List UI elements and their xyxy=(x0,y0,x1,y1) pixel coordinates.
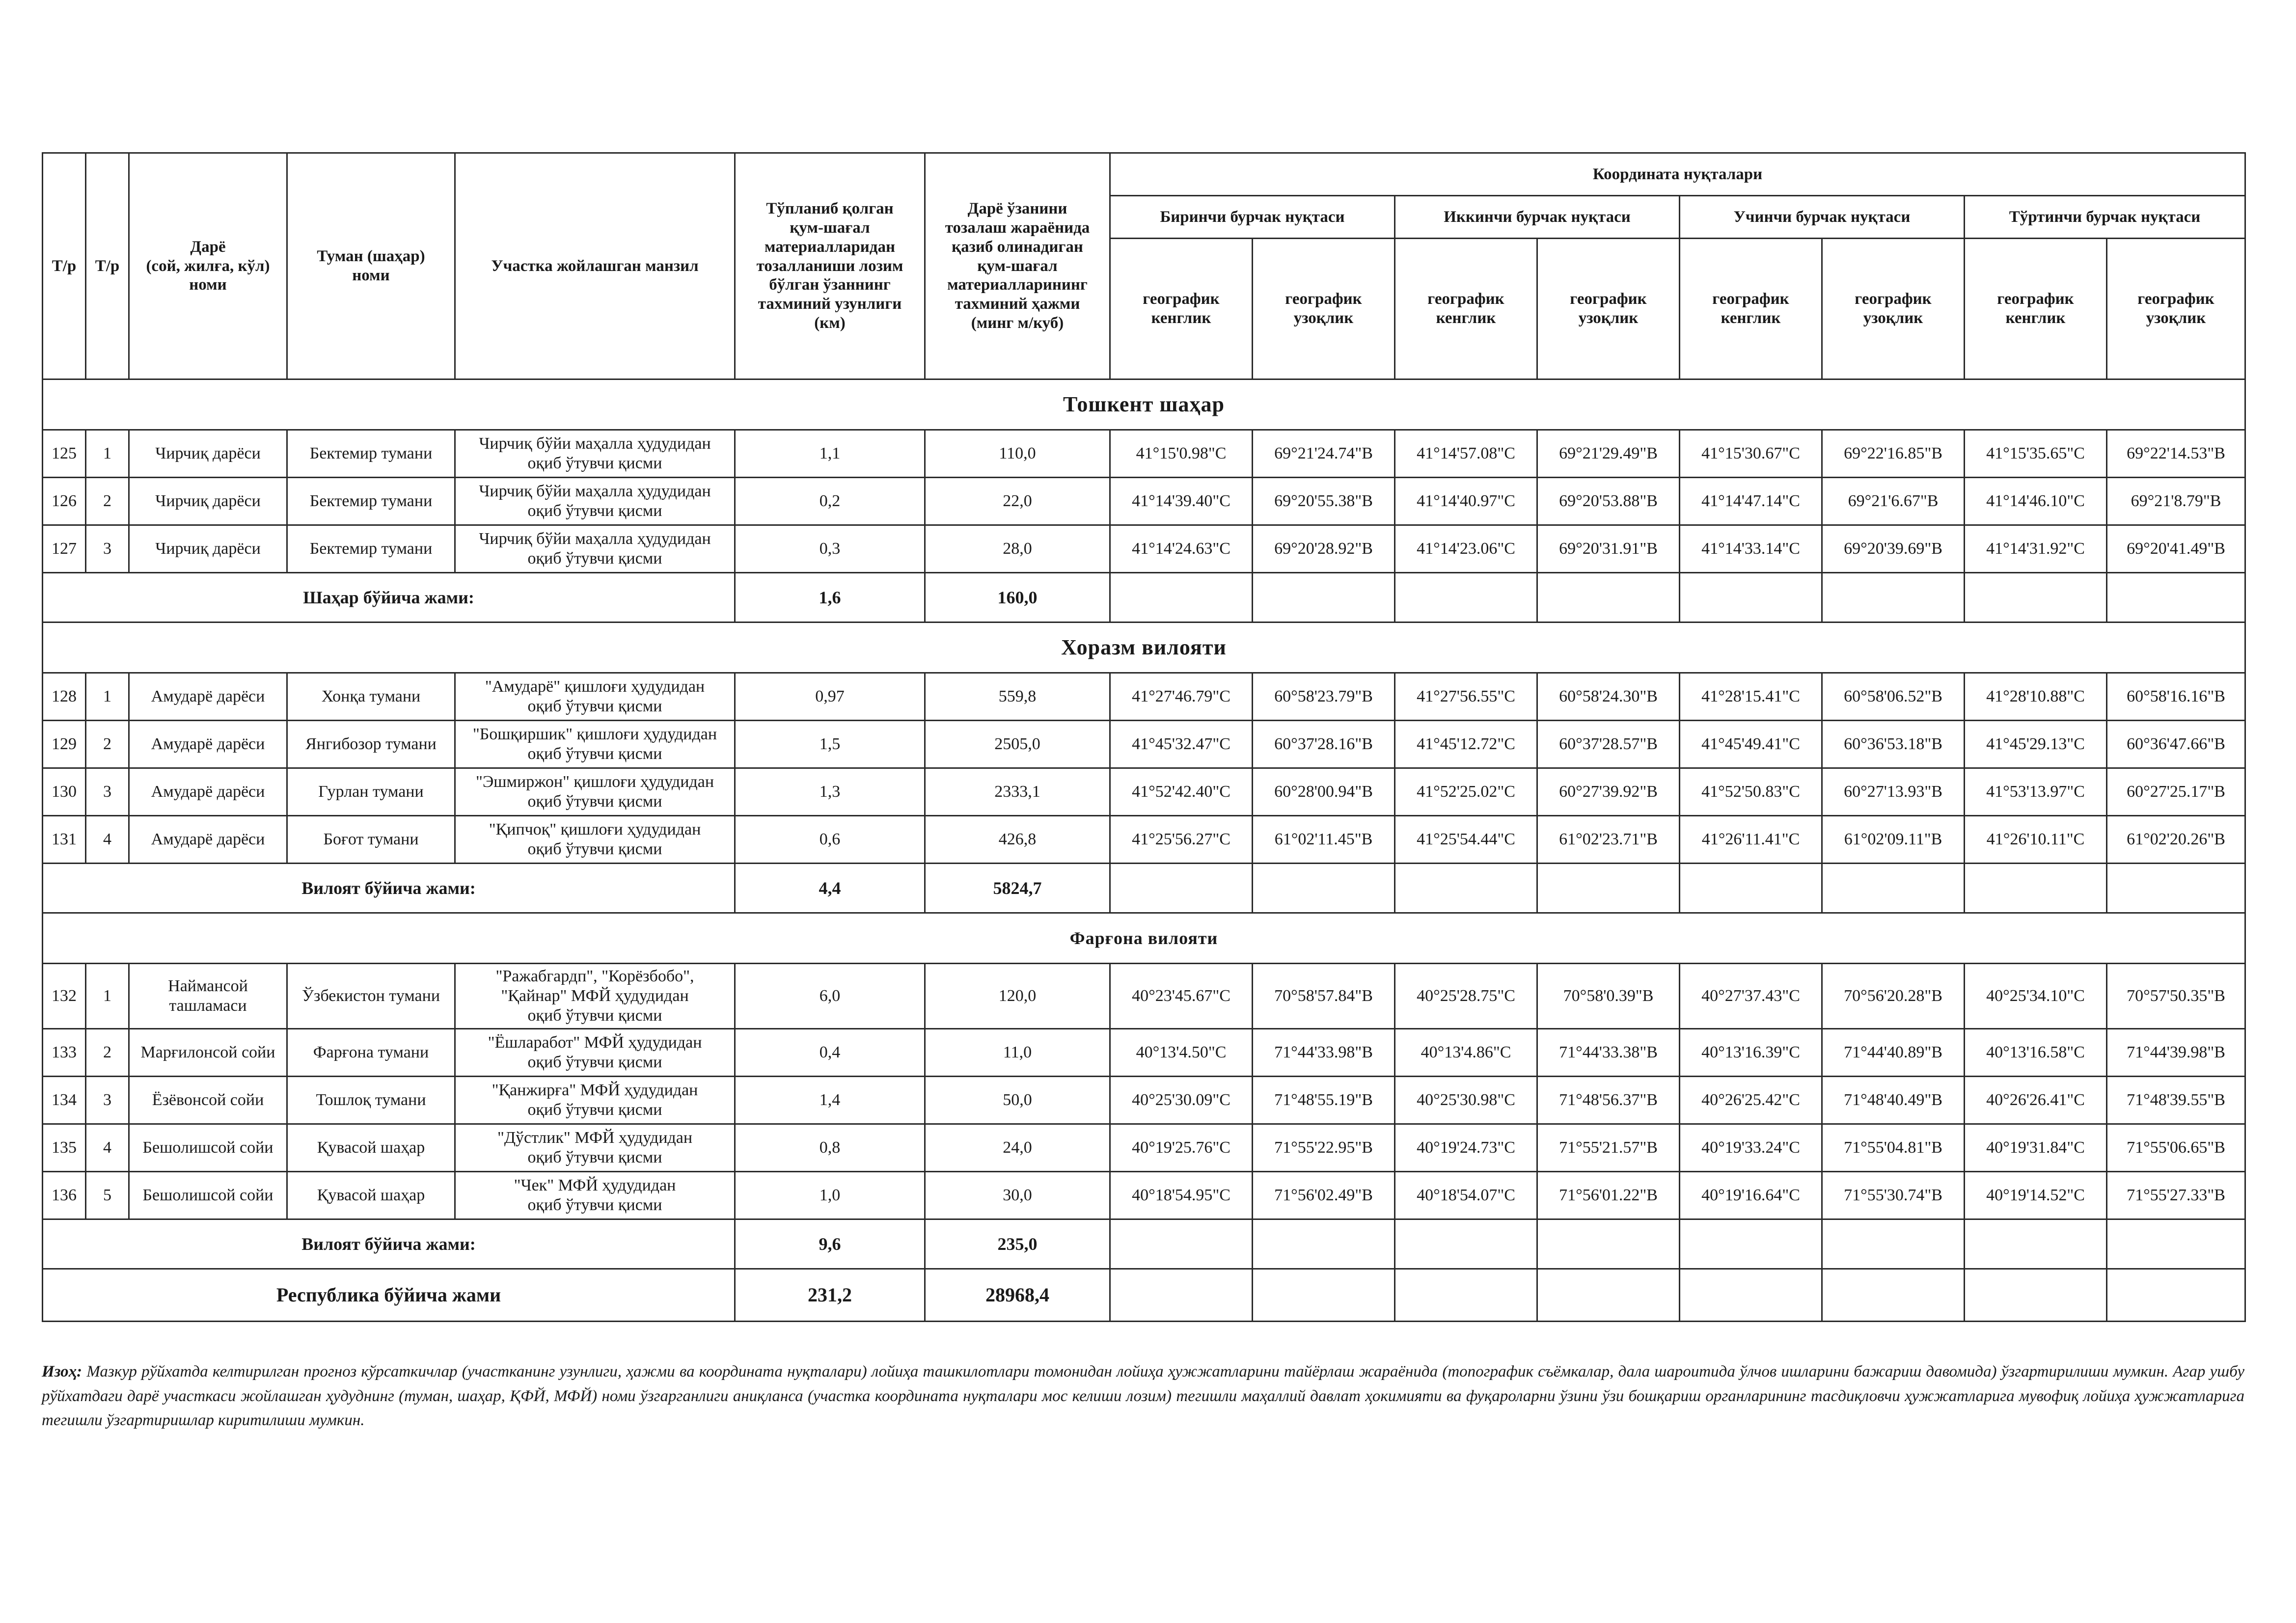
latitude-value: 41°27'56.55"С xyxy=(1395,673,1537,721)
subtotal-length: 1,6 xyxy=(735,573,925,622)
row-number: 125 xyxy=(43,430,86,478)
longitude-value: 60°27'13.93"В xyxy=(1822,768,1965,816)
latitude-value: 41°15'0.98"С xyxy=(1110,430,1253,478)
subtotal-length: 9,6 xyxy=(735,1219,925,1269)
latitude-value: 41°14'46.10"С xyxy=(1965,478,2107,525)
header-address: Участка жойлашган манзил xyxy=(455,153,735,379)
latitude-value: 40°25'30.98"С xyxy=(1395,1077,1537,1124)
longitude-value: 69°21'6.67"В xyxy=(1822,478,1965,525)
header-corner-3: Учинчи бурчак нуқтаси xyxy=(1680,196,1965,239)
length-km: 1,4 xyxy=(735,1077,925,1124)
longitude-value: 69°20'53.88"В xyxy=(1537,478,1680,525)
site-address: Чирчиқ бўйи маҳалла ҳудудидан оқиб ўтувчи қисми xyxy=(455,478,735,525)
row-number: 135 xyxy=(43,1124,86,1172)
longitude-value: 69°21'8.79"В xyxy=(2107,478,2245,525)
table-row xyxy=(43,1029,2245,1077)
river-name: Бешолишсой сойи xyxy=(129,1124,287,1172)
site-address: "Қанжирға" МФЙ ҳудудидан оқиб ўтувчи қисми xyxy=(455,1077,735,1124)
latitude-value: 40°13'4.86"С xyxy=(1395,1029,1537,1077)
length-km: 1,3 xyxy=(735,768,925,816)
latitude-value: 41°14'47.14"С xyxy=(1680,478,1822,525)
district-name: Фарғона тумани xyxy=(287,1029,455,1077)
header-corner-1: Биринчи бурчак нуқтаси xyxy=(1110,196,1395,239)
republic-total-length: 231,2 xyxy=(735,1269,925,1322)
subtotal-volume: 160,0 xyxy=(925,573,1110,622)
row-number: 127 xyxy=(43,525,86,573)
subtotal-label: Шаҳар бўйича жами: xyxy=(43,573,735,622)
latitude-value: 41°25'56.27"С xyxy=(1110,816,1253,864)
latitude-value: 41°45'29.13"С xyxy=(1965,721,2107,768)
longitude-value: 60°58'06.52"В xyxy=(1822,673,1965,721)
row-local-number: 3 xyxy=(86,768,129,816)
longitude-value: 71°55'06.65"В xyxy=(2107,1124,2245,1172)
longitude-value: 69°20'28.92"В xyxy=(1253,525,1395,573)
longitude-value: 69°22'14.53"В xyxy=(2107,430,2245,478)
row-number: 129 xyxy=(43,721,86,768)
district-name: Бектемир тумани xyxy=(287,478,455,525)
latitude-value: 41°14'39.40"С xyxy=(1110,478,1253,525)
district-name: Хонқа тумани xyxy=(287,673,455,721)
latitude-value: 41°14'24.63"С xyxy=(1110,525,1253,573)
district-name: Тошлоқ тумани xyxy=(287,1077,455,1124)
site-address: Чирчиқ бўйи маҳалла ҳудудидан оқиб ўтувчи қисми xyxy=(455,430,735,478)
longitude-value: 60°37'28.57"В xyxy=(1537,721,1680,768)
district-name: Гурлан тумани xyxy=(287,768,455,816)
volume-thousand-m3: 22,0 xyxy=(925,478,1110,525)
empty-cell xyxy=(1253,1269,1395,1322)
empty-cell xyxy=(1822,1219,1965,1269)
latitude-value: 41°26'10.11"С xyxy=(1965,816,2107,864)
header-river: Дарё (сой, жилға, кўл) номи xyxy=(129,153,287,379)
latitude-value: 41°52'25.02"С xyxy=(1395,768,1537,816)
subtotal-row xyxy=(43,1219,2245,1269)
republic-total-label: Республика бўйича жами xyxy=(43,1269,735,1322)
volume-thousand-m3: 426,8 xyxy=(925,816,1110,864)
longitude-value: 69°21'29.49"В xyxy=(1537,430,1680,478)
latitude-value: 40°19'16.64"С xyxy=(1680,1172,1822,1219)
longitude-value: 61°02'23.71"В xyxy=(1537,816,1680,864)
longitude-value: 60°36'53.18"В xyxy=(1822,721,1965,768)
length-km: 6,0 xyxy=(735,964,925,1029)
site-address: "Қипчоқ" қишлоғи ҳудудидан оқиб ўтувчи қисми xyxy=(455,816,735,864)
table-row xyxy=(43,430,2245,478)
row-local-number: 2 xyxy=(86,478,129,525)
row-local-number: 4 xyxy=(86,816,129,864)
row-local-number: 3 xyxy=(86,1077,129,1124)
length-km: 0,4 xyxy=(735,1029,925,1077)
row-local-number: 2 xyxy=(86,721,129,768)
latitude-value: 40°19'25.76"С xyxy=(1110,1124,1253,1172)
empty-cell xyxy=(1680,1219,1822,1269)
latitude-value: 40°19'14.52"С xyxy=(1965,1172,2107,1219)
header-lon: географик узоқлик xyxy=(1537,239,1680,379)
longitude-value: 71°55'21.57"В xyxy=(1537,1124,1680,1172)
row-local-number: 1 xyxy=(86,964,129,1029)
latitude-value: 41°14'40.97"С xyxy=(1395,478,1537,525)
longitude-value: 71°56'01.22"В xyxy=(1537,1172,1680,1219)
length-km: 1,5 xyxy=(735,721,925,768)
table-row xyxy=(43,964,2245,1029)
river-name: Марғилонсой сойи xyxy=(129,1029,287,1077)
district-name: Қувасой шаҳар xyxy=(287,1172,455,1219)
longitude-value: 71°44'39.98"В xyxy=(2107,1029,2245,1077)
header-lat: географик кенглик xyxy=(1395,239,1537,379)
subtotal-volume: 235,0 xyxy=(925,1219,1110,1269)
longitude-value: 70°58'57.84"В xyxy=(1253,964,1395,1029)
longitude-value: 70°58'0.39"В xyxy=(1537,964,1680,1029)
river-name: Амударё дарёси xyxy=(129,768,287,816)
section-header-row xyxy=(43,379,2245,430)
site-address: "Чек" МФЙ ҳудудидан оқиб ўтувчи қисми xyxy=(455,1172,735,1219)
latitude-value: 40°19'33.24"С xyxy=(1680,1124,1822,1172)
longitude-value: 61°02'20.26"В xyxy=(2107,816,2245,864)
volume-thousand-m3: 559,8 xyxy=(925,673,1110,721)
longitude-value: 60°27'25.17"В xyxy=(2107,768,2245,816)
longitude-value: 71°44'40.89"В xyxy=(1822,1029,1965,1077)
longitude-value: 69°22'16.85"В xyxy=(1822,430,1965,478)
longitude-value: 71°55'27.33"В xyxy=(2107,1172,2245,1219)
volume-thousand-m3: 2333,1 xyxy=(925,768,1110,816)
header-tr-local: Т/р xyxy=(86,153,129,379)
header-lat: географик кенглик xyxy=(1680,239,1822,379)
table-row xyxy=(43,768,2245,816)
latitude-value: 40°25'28.75"С xyxy=(1395,964,1537,1029)
empty-cell xyxy=(1680,573,1822,622)
latitude-value: 41°15'30.67"С xyxy=(1680,430,1822,478)
latitude-value: 41°14'57.08"С xyxy=(1395,430,1537,478)
footnote-text: Мазкур рўйхатда келтирилган прогноз кўрсаткичлар (участканинг узунлиги, ҳажми ва координата нуқталари) лойиҳа ташкилотлари томонидан лойиҳа ҳужжатларини тайёрлаш жараёнида (топографик съёмкалар, дала шароитида ўлчов ишларини бажариш давомида) ўзгартирилиши мумкин. Агар ушбу рўйхатдаги дарё участкаси жойлашган ҳудуднинг (туман, шаҳар, ҚФЙ, МФЙ) номи ўзгарганлиги аниқланса (участка координата нуқталари мос келиши лозим) тегишли маҳаллий давлат ҳокимияти ва фуқароларни ўзини ўзи бошқариш органларининг тасдиқловчи ҳужжатларига мувофиқ лойиҳа ҳужжатларига тегишли ўзгартиришлар киритилиши мумкин. xyxy=(42,1363,2244,1429)
empty-cell xyxy=(1395,864,1537,913)
empty-cell xyxy=(1110,1269,1253,1322)
row-number: 136 xyxy=(43,1172,86,1219)
volume-thousand-m3: 28,0 xyxy=(925,525,1110,573)
longitude-value: 60°58'23.79"В xyxy=(1253,673,1395,721)
river-name: Чирчиқ дарёси xyxy=(129,478,287,525)
longitude-value: 60°36'47.66"В xyxy=(2107,721,2245,768)
empty-cell xyxy=(1537,1269,1680,1322)
latitude-value: 41°45'12.72"С xyxy=(1395,721,1537,768)
empty-cell xyxy=(1253,573,1395,622)
empty-cell xyxy=(1395,573,1537,622)
header-lon: географик узоқлик xyxy=(1822,239,1965,379)
district-name: Бектемир тумани xyxy=(287,525,455,573)
section-header-row xyxy=(43,622,2245,673)
district-name: Бектемир тумани xyxy=(287,430,455,478)
row-number: 132 xyxy=(43,964,86,1029)
header-lat: географик кенглик xyxy=(1965,239,2107,379)
table-row xyxy=(43,1077,2245,1124)
empty-cell xyxy=(1253,1219,1395,1269)
length-km: 0,2 xyxy=(735,478,925,525)
length-km: 1,0 xyxy=(735,1172,925,1219)
row-number: 130 xyxy=(43,768,86,816)
longitude-value: 60°28'00.94"В xyxy=(1253,768,1395,816)
empty-cell xyxy=(1110,864,1253,913)
latitude-value: 40°19'31.84"С xyxy=(1965,1124,2107,1172)
republic-total-volume: 28968,4 xyxy=(925,1269,1110,1322)
empty-cell xyxy=(1680,1269,1822,1322)
header-lat: географик кенглик xyxy=(1110,239,1253,379)
site-address: "Ражабгардп", "Корёзбобо", "Қайнар" МФЙ ҳудудидан оқиб ўтувчи қисми xyxy=(455,964,735,1029)
length-km: 0,3 xyxy=(735,525,925,573)
empty-cell xyxy=(1822,1269,1965,1322)
site-address: "Дўстлик" МФЙ ҳудудидан оқиб ўтувчи қисми xyxy=(455,1124,735,1172)
longitude-value: 70°56'20.28"В xyxy=(1822,964,1965,1029)
river-name: Чирчиқ дарёси xyxy=(129,430,287,478)
empty-cell xyxy=(1822,864,1965,913)
empty-cell xyxy=(1680,864,1822,913)
row-number: 133 xyxy=(43,1029,86,1077)
empty-cell xyxy=(1965,1269,2107,1322)
latitude-value: 41°52'50.83"С xyxy=(1680,768,1822,816)
row-number: 126 xyxy=(43,478,86,525)
longitude-value: 60°37'28.16"В xyxy=(1253,721,1395,768)
latitude-value: 41°28'10.88"С xyxy=(1965,673,2107,721)
footnote-label: Изоҳ: xyxy=(42,1363,82,1380)
longitude-value: 71°55'04.81"В xyxy=(1822,1124,1965,1172)
empty-cell xyxy=(1965,864,2107,913)
subtotal-length: 4,4 xyxy=(735,864,925,913)
district-name: Қувасой шаҳар xyxy=(287,1124,455,1172)
volume-thousand-m3: 11,0 xyxy=(925,1029,1110,1077)
empty-cell xyxy=(1965,1219,2107,1269)
empty-cell xyxy=(1395,1219,1537,1269)
latitude-value: 41°15'35.65"С xyxy=(1965,430,2107,478)
section-title: Хоразм вилояти xyxy=(43,622,2245,673)
latitude-value: 41°14'33.14"С xyxy=(1680,525,1822,573)
longitude-value: 60°27'39.92"В xyxy=(1537,768,1680,816)
header-corner-2: Иккинчи бурчак нуқтаси xyxy=(1395,196,1680,239)
footnote xyxy=(42,1360,2244,1433)
latitude-value: 40°19'24.73"С xyxy=(1395,1124,1537,1172)
longitude-value: 71°56'02.49"В xyxy=(1253,1172,1395,1219)
volume-thousand-m3: 120,0 xyxy=(925,964,1110,1029)
header-volume: Дарё ўзанини тозалаш жараёнида қазиб олинадиган қум-шағал материалларининг тахминий ҳажми (минг м/куб) xyxy=(925,153,1110,379)
longitude-value: 71°48'39.55"В xyxy=(2107,1077,2245,1124)
table-row xyxy=(43,721,2245,768)
row-number: 134 xyxy=(43,1077,86,1124)
volume-thousand-m3: 50,0 xyxy=(925,1077,1110,1124)
river-name: Бешолишсой сойи xyxy=(129,1172,287,1219)
river-name: Амударё дарёси xyxy=(129,816,287,864)
site-address: Чирчиқ бўйи маҳалла ҳудудидан оқиб ўтувчи қисми xyxy=(455,525,735,573)
district-name: Ўзбекистон тумани xyxy=(287,964,455,1029)
latitude-value: 40°13'16.58"С xyxy=(1965,1029,2107,1077)
site-address: "Эшмиржон" қишлоғи ҳудудидан оқиб ўтувчи қисми xyxy=(455,768,735,816)
empty-cell xyxy=(2107,1269,2245,1322)
table-row xyxy=(43,1172,2245,1219)
subtotal-label: Вилоят бўйича жами: xyxy=(43,1219,735,1269)
section-title: Фарғона вилояти xyxy=(43,913,2245,964)
header-lon: географик узоқлик xyxy=(2107,239,2245,379)
latitude-value: 40°13'4.50"С xyxy=(1110,1029,1253,1077)
river-name: Наймансой ташламаси xyxy=(129,964,287,1029)
latitude-value: 41°14'23.06"С xyxy=(1395,525,1537,573)
header-tr: Т/р xyxy=(43,153,86,379)
longitude-value: 69°20'55.38"В xyxy=(1253,478,1395,525)
table-row xyxy=(43,673,2245,721)
longitude-value: 69°20'39.69"В xyxy=(1822,525,1965,573)
latitude-value: 41°27'46.79"С xyxy=(1110,673,1253,721)
latitude-value: 40°18'54.07"С xyxy=(1395,1172,1537,1219)
latitude-value: 40°26'25.42"С xyxy=(1680,1077,1822,1124)
longitude-value: 71°48'55.19"В xyxy=(1253,1077,1395,1124)
empty-cell xyxy=(1253,864,1395,913)
table-row xyxy=(43,1124,2245,1172)
longitude-value: 70°57'50.35"В xyxy=(2107,964,2245,1029)
longitude-value: 71°44'33.38"В xyxy=(1537,1029,1680,1077)
site-address: "Амударё" қишлоғи ҳудудидан оқиб ўтувчи қисми xyxy=(455,673,735,721)
row-local-number: 1 xyxy=(86,673,129,721)
site-address: "Ёшларабот" МФЙ ҳудудидан оқиб ўтувчи қисми xyxy=(455,1029,735,1077)
header-length: Тўпланиб қолган қум-шағал материалларидан тозалланиши лозим бўлган ўзаннинг тахминий узунлиги (км) xyxy=(735,153,925,379)
empty-cell xyxy=(1395,1269,1537,1322)
table-row xyxy=(43,525,2245,573)
latitude-value: 40°18'54.95"С xyxy=(1110,1172,1253,1219)
table-row xyxy=(43,478,2245,525)
header-lon: географик узоқлик xyxy=(1253,239,1395,379)
latitude-value: 41°26'11.41"С xyxy=(1680,816,1822,864)
district-name: Боғот тумани xyxy=(287,816,455,864)
row-local-number: 5 xyxy=(86,1172,129,1219)
empty-cell xyxy=(2107,1219,2245,1269)
longitude-value: 61°02'11.45"В xyxy=(1253,816,1395,864)
longitude-value: 71°48'40.49"В xyxy=(1822,1077,1965,1124)
volume-thousand-m3: 30,0 xyxy=(925,1172,1110,1219)
subtotal-row xyxy=(43,864,2245,913)
river-name: Амударё дарёси xyxy=(129,721,287,768)
length-km: 0,97 xyxy=(735,673,925,721)
river-sites-table xyxy=(42,152,2246,1322)
row-local-number: 1 xyxy=(86,430,129,478)
latitude-value: 41°45'32.47"С xyxy=(1110,721,1253,768)
empty-cell xyxy=(2107,864,2245,913)
latitude-value: 40°13'16.39"С xyxy=(1680,1029,1822,1077)
subtotal-row xyxy=(43,573,2245,622)
longitude-value: 69°21'24.74"В xyxy=(1253,430,1395,478)
longitude-value: 61°02'09.11"В xyxy=(1822,816,1965,864)
district-name: Янгибозор тумани xyxy=(287,721,455,768)
subtotal-label: Вилоят бўйича жами: xyxy=(43,864,735,913)
length-km: 0,6 xyxy=(735,816,925,864)
empty-cell xyxy=(1965,573,2107,622)
longitude-value: 60°58'24.30"В xyxy=(1537,673,1680,721)
section-title: Тошкент шаҳар xyxy=(43,379,2245,430)
volume-thousand-m3: 24,0 xyxy=(925,1124,1110,1172)
document-page xyxy=(42,152,2244,1322)
republic-total-row xyxy=(43,1269,2245,1322)
empty-cell xyxy=(2107,573,2245,622)
row-local-number: 2 xyxy=(86,1029,129,1077)
empty-cell xyxy=(1537,573,1680,622)
header-district: Туман (шаҳар) номи xyxy=(287,153,455,379)
site-address: "Бошқиршик" қишлоғи ҳудудидан оқиб ўтувчи қисми xyxy=(455,721,735,768)
latitude-value: 40°23'45.67"С xyxy=(1110,964,1253,1029)
longitude-value: 69°20'31.91"В xyxy=(1537,525,1680,573)
longitude-value: 71°48'56.37"В xyxy=(1537,1077,1680,1124)
table-body xyxy=(43,379,2245,1322)
row-number: 128 xyxy=(43,673,86,721)
length-km: 0,8 xyxy=(735,1124,925,1172)
latitude-value: 40°25'30.09"С xyxy=(1110,1077,1253,1124)
latitude-value: 41°52'42.40"С xyxy=(1110,768,1253,816)
empty-cell xyxy=(1822,573,1965,622)
empty-cell xyxy=(1110,573,1253,622)
longitude-value: 71°44'33.98"В xyxy=(1253,1029,1395,1077)
length-km: 1,1 xyxy=(735,430,925,478)
longitude-value: 60°58'16.16"В xyxy=(2107,673,2245,721)
longitude-value: 69°20'41.49"В xyxy=(2107,525,2245,573)
latitude-value: 41°53'13.97"С xyxy=(1965,768,2107,816)
river-name: Амударё дарёси xyxy=(129,673,287,721)
empty-cell xyxy=(1537,864,1680,913)
latitude-value: 41°14'31.92"С xyxy=(1965,525,2107,573)
volume-thousand-m3: 2505,0 xyxy=(925,721,1110,768)
river-name: Чирчиқ дарёси xyxy=(129,525,287,573)
latitude-value: 41°28'15.41"С xyxy=(1680,673,1822,721)
section-header-row xyxy=(43,913,2245,964)
row-local-number: 4 xyxy=(86,1124,129,1172)
header-corner-4: Тўртинчи бурчак нуқтаси xyxy=(1965,196,2245,239)
latitude-value: 41°25'54.44"С xyxy=(1395,816,1537,864)
longitude-value: 71°55'22.95"В xyxy=(1253,1124,1395,1172)
empty-cell xyxy=(1537,1219,1680,1269)
empty-cell xyxy=(1110,1219,1253,1269)
latitude-value: 41°45'49.41"С xyxy=(1680,721,1822,768)
table-row xyxy=(43,816,2245,864)
latitude-value: 40°27'37.43"С xyxy=(1680,964,1822,1029)
row-number: 131 xyxy=(43,816,86,864)
header-coordinates: Координата нуқталари xyxy=(1110,153,2245,196)
latitude-value: 40°26'26.41"С xyxy=(1965,1077,2107,1124)
subtotal-volume: 5824,7 xyxy=(925,864,1110,913)
row-local-number: 3 xyxy=(86,525,129,573)
longitude-value: 71°55'30.74"В xyxy=(1822,1172,1965,1219)
volume-thousand-m3: 110,0 xyxy=(925,430,1110,478)
river-name: Ёзёвонсой сойи xyxy=(129,1077,287,1124)
latitude-value: 40°25'34.10"С xyxy=(1965,964,2107,1029)
